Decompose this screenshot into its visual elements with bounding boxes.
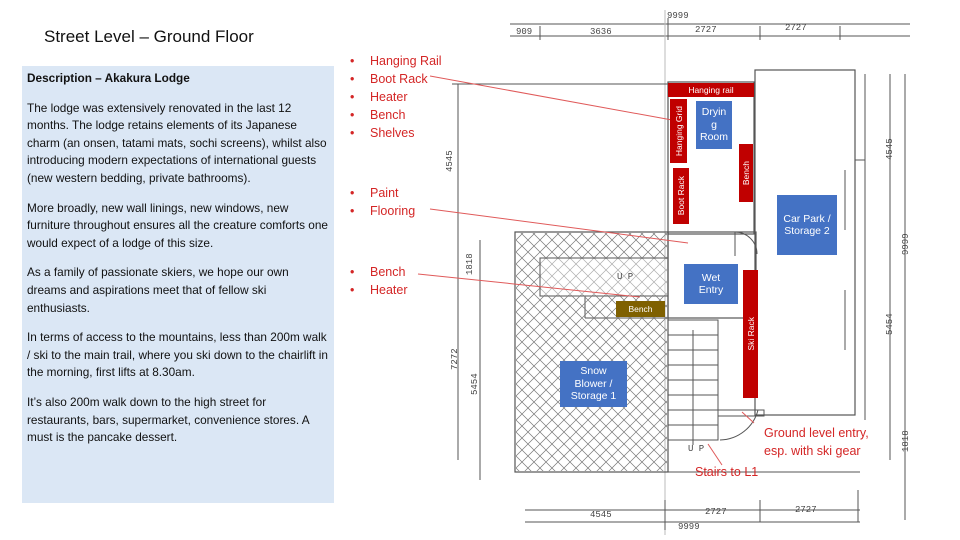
annotation-item: • Shelves [348,124,442,142]
up-label: U P [617,272,634,282]
car-park-label: Car Park / Storage 2 [783,212,831,237]
hanging-rail-fixture [668,83,754,97]
dim-left-5454: 5454 [470,373,480,395]
snow-blower-storage [560,361,627,407]
boot-rack-label: Boot Rack [676,176,686,216]
dim-bottom-4545: 4545 [590,510,612,520]
page-title: Street Level – Ground Floor [44,27,254,46]
dim-top-909: 909 [516,27,533,37]
hanging-grid-fixture [670,99,687,163]
annotation-item: • Paint [348,184,415,202]
annotation-item: • Bench [348,263,408,281]
annotation-stairs: Stairs to L1 [695,465,759,479]
dim-bottom-2727a: 2727 [705,507,727,517]
bench-drying-fixture [739,144,753,202]
dim-top-total: 9999 [667,11,689,21]
description-paragraph: More broadly, new wall linings, new windows, new furniture throughout ensures all the creature comforts one would expect of a lodge of this size. [27,200,328,250]
bench-drying-label: Bench [741,160,751,186]
dim-left-7272: 7272 [450,348,460,370]
leader-line-4 [742,412,754,423]
drying-room [696,101,732,149]
hanging-grid-label: Hanging Grid [673,105,684,157]
description-paragraph: As a family of passionate skiers, we hope our own dreams and aspirations meet that of fellow ski enthusiasts. [27,265,289,315]
dim-right-1818: 1818 [901,430,911,452]
ski-rack-fixture [743,270,758,398]
dim-right-4545: 4545 [885,138,895,160]
drying-room-label: Dryin g Room [699,106,728,144]
description-paragraph: It’s also 200m walk down to the high street for restaurants, bars, supermarket, convenience stores. A must is the pancake dessert. [27,394,309,445]
bench-entry-label: Bench [628,304,653,314]
annotation-entry: Ground level entry, esp. with ski gear [764,426,869,458]
wet-entry-label: Wet Entry [698,271,724,296]
annotation-group-drying [348,52,442,142]
leader-line-5 [708,444,722,465]
ski-rack-label: Ski Rack [745,317,756,351]
dim-left-4545: 4545 [445,150,455,172]
description-heading: Description – Akakura Lodge [27,71,190,85]
dim-right-5454: 5454 [885,313,895,335]
description-paragraph: In terms of access to the mountains, less than 200m walk / ski to the main trail, where you ski down to the chairlift in the morning, first lifts at 8.30am. [27,330,328,380]
annotation-item: • Flooring [348,202,415,220]
dim-top-3636: 3636 [590,27,612,37]
annotation-item: • Bench [348,106,442,124]
annotation-group-wet-entry [348,184,415,220]
annotation-item: • Heater [348,281,408,299]
car-park-storage [777,195,837,255]
boot-rack-fixture [673,168,689,224]
snow-blower-label: Snow Blower / Storage 1 [570,365,617,403]
hanging-rail-label: Hanging rail [688,85,734,95]
description-paragraph: The lodge was extensively renovated in the last 12 months. The lodge retains elements of its Japanese charm (an onsen, tatami mats, sochi screens), whilst also introducing modern expectations of international guests (new western bedding, private bathrooms). [27,100,327,185]
up-label-stairs: U P [688,444,705,454]
dim-left-1818: 1818 [465,253,475,275]
annotation-group-bench [348,263,408,299]
annotation-item: • Hanging Rail [348,52,442,70]
dim-bottom-2727b: 2727 [795,505,817,515]
bench-entry-fixture [616,301,665,317]
wet-entry-room [684,264,738,304]
dim-bottom-total: 9999 [678,522,700,532]
dim-right-9999: 9999 [901,233,911,255]
annotation-item: • Boot Rack [348,70,442,88]
leader-line-1 [430,76,672,120]
dim-top-2727b: 2727 [785,23,807,33]
dim-top-2727a: 2727 [695,25,717,35]
annotation-item: • Heater [348,88,442,106]
